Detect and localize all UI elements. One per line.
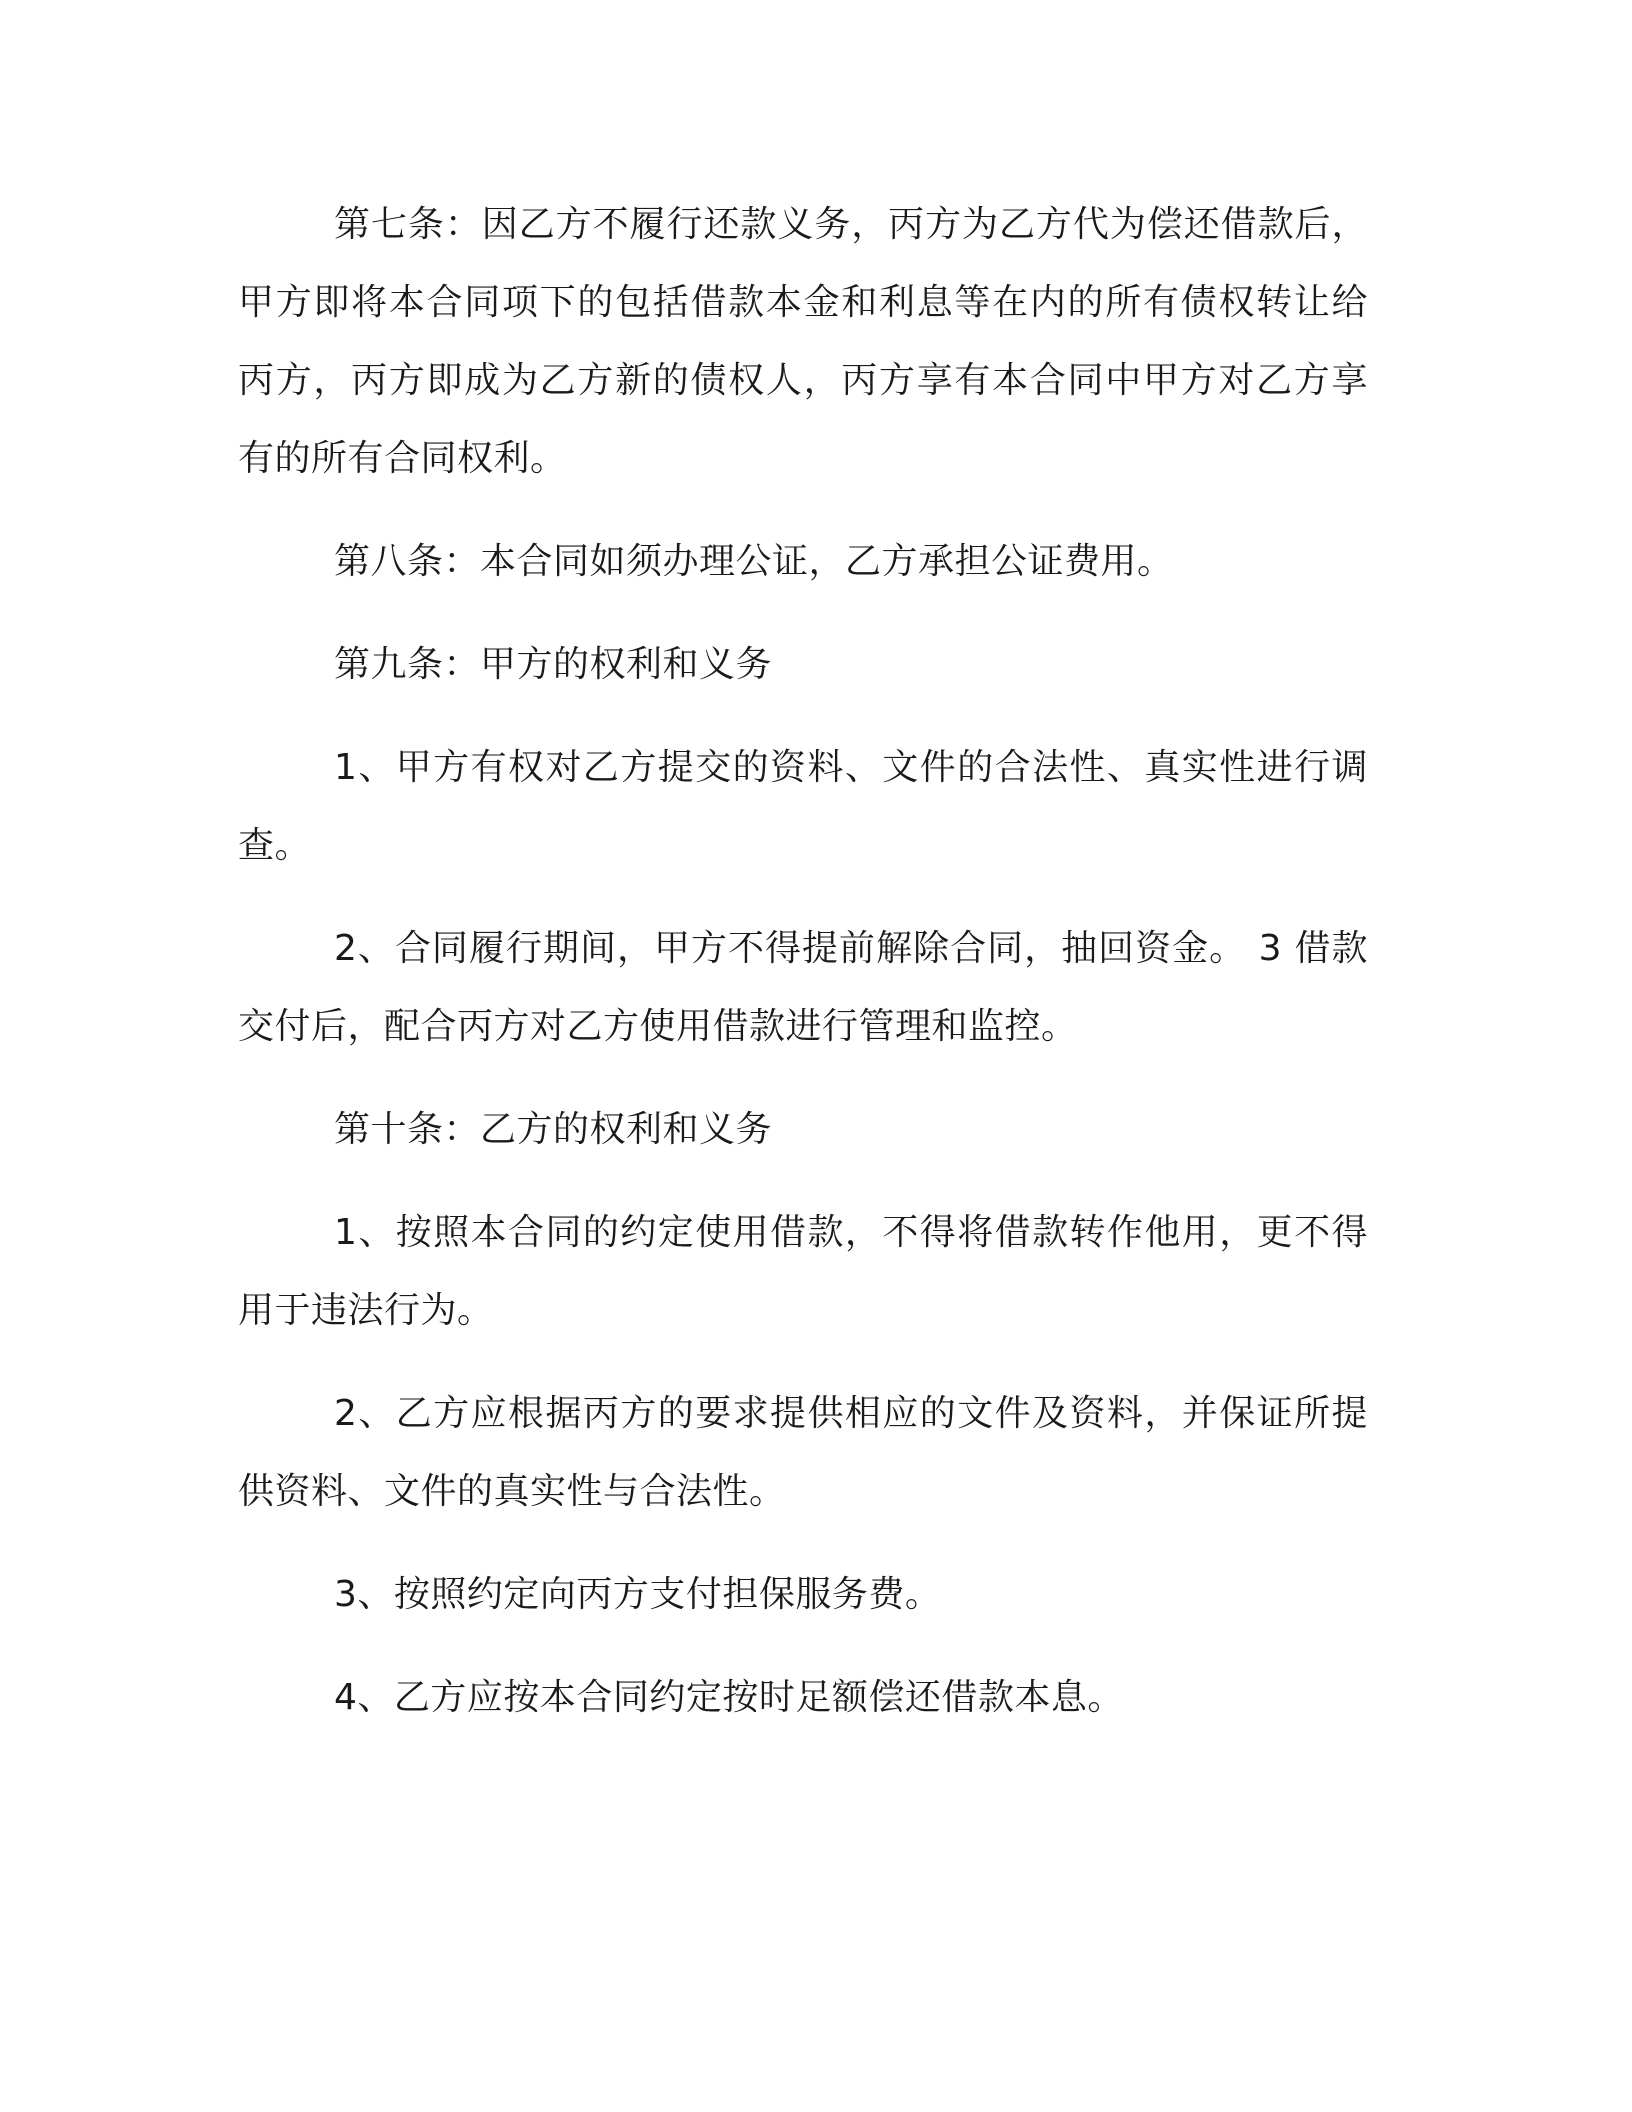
article-10-item-1: 1、按照本合同的约定使用借款，不得将借款转作他用，更不得用于违法行为。 <box>238 1212 1368 1331</box>
article-10-item-4: 4、乙方应按本合同约定按时足额偿还借款本息。 <box>334 1677 1124 1718</box>
article-10-item-3: 3、按照约定向丙方支付担保服务费。 <box>334 1574 942 1615</box>
article-10-item-2: 2、乙方应根据丙方的要求提供相应的文件及资料，并保证所提供资料、文件的真实性与合法性。 <box>238 1393 1368 1512</box>
article-8-paragraph: 第八条：本合同如须办理公证，乙方承担公证费用。 <box>334 541 1174 582</box>
article-9-heading: 第九条：甲方的权利和义务 <box>334 644 773 685</box>
article-7-paragraph: 第七条：因乙方不履行还款义务，丙方为乙方代为偿还借款后，甲方即将本合同项下的包括借款本金和利息等在内的所有债权转让给丙方，丙方即成为乙方新的债权人，丙方享有本合同中甲方对乙方享有的所有合同权利。 <box>238 204 1368 479</box>
article-10-heading: 第十条：乙方的权利和义务 <box>334 1109 773 1150</box>
article-9-item-1: 1、甲方有权对乙方提交的资料、文件的合法性、真实性进行调查。 <box>238 747 1368 866</box>
document-body <box>238 186 1368 1737</box>
article-9-item-2: 2、合同履行期间，甲方不得提前解除合同，抽回资金。 3 借款交付后，配合丙方对乙方使用借款进行管理和监控。 <box>238 928 1368 1047</box>
